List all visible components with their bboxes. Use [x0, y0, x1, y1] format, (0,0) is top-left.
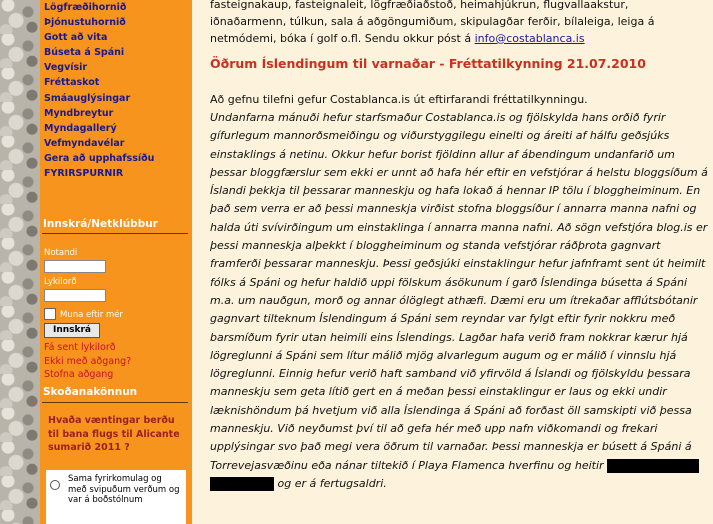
poll-divider: [42, 402, 188, 403]
login-divider: [42, 233, 188, 234]
login-heading: Innskrá/Netklúbbur: [43, 218, 158, 230]
sidebar: [40, 0, 192, 524]
services-line-2: iðnaðarmenn, túlkun, sala á aðgöngumiðum, skipulagðar ferðir, bílaleiga, leiga á: [210, 15, 655, 28]
sidebar-nav: [40, 0, 154, 181]
censored-name-block-2: [210, 477, 274, 491]
services-line-3-text: netmódemi, bóka í golf o.fl. Sendu okkur póst á: [210, 32, 475, 45]
nav-item-myndagallery[interactable]: Myndagallerý: [44, 122, 117, 134]
nav-item-smaauglysingar[interactable]: Smáauglýsingar: [44, 92, 131, 104]
poll-option-1-label: Sama fyrirkomulag og með svipuðum verðum og var á boðstólnum: [68, 474, 180, 505]
main-content: [210, 0, 710, 524]
article-heading: Öðrum Íslendingum til varnaðar - Fréttatilkynning 21.07.2010: [210, 56, 646, 71]
nav-item-logfraedihornid[interactable]: Lögfræðihornið: [44, 2, 127, 13]
nav-item-thjonustuhornid[interactable]: Þjónustuhornið: [44, 17, 126, 29]
remember-me-label: Muna eftir mér: [60, 310, 123, 320]
services-text: [210, 0, 710, 47]
nav-item-gott-ad-vita[interactable]: Gott að vita: [44, 32, 108, 44]
poll-options-box: [46, 470, 186, 524]
remember-me-checkbox[interactable]: [44, 308, 56, 320]
nav-item-vegvisir[interactable]: Vegvísir: [44, 62, 88, 74]
article-body: [210, 109, 710, 493]
services-line-1: fasteignakaup, fasteignaleit, lögfræðiaðstoð, heimahjúkrun, flugvallaakstur,: [210, 0, 629, 11]
email-link[interactable]: info@costablanca.is: [474, 32, 585, 45]
article-body-end: og er á fertugsaldri.: [277, 476, 387, 490]
password-input[interactable]: [44, 289, 106, 302]
stone-border-decoration: [0, 0, 40, 524]
nav-item-frettaskot[interactable]: Fréttaskot: [44, 77, 100, 89]
forgot-password-link[interactable]: Fá sent lykilorð: [44, 342, 116, 353]
poll-heading: Skoðanakönnun: [43, 386, 138, 398]
article-body-text: Undanfarna mánuði hefur starfsmaður Costablanca.is og fjölskylda hans orðið fyrir gífurlegum mannorðsmeiðingu og viðurstyggilegu einelti og áreiti af hálfu geðsjúks einstaklings á netinu. Okkur hefur borist fjöldinn allur af ábendingum undanfarið um þessar bloggfærslur sem ekki er unnt að hafa hér eftir en vefstjórar á helstu bloggsíðum á Íslandi þekkja til þessarar manneskju og hafa lokað á hennar IP tölu í bloggheiminum. En það sem verra er að þessi manneskja virðist stofna bloggsíður í annarra manna nafni og halda úti svívirðingum um einstaklinga í annarra manna nafni. Að sögn vefstjóra blog.is er þessi manneskja alþekkt í bloggheiminum og standa vefstjórar ráðþrota gagnvart framferði þessarar manneskju. Þessi geðsjúki einstaklingur hefur jafnframt sent út heimilt fólks á Spáni og hefur haldið uppi fölskum ásökunum í garð Íslendinga búsetta á Spáni m.a. um nauðgun, morð og annar ólöglegt athæfi. Dæmi eru um ítrekaðar afflútsbótanir gagnvart tilteknum Íslendingum á Spáni sem reyndar var fylgt eftir fyrir nokkru með barsmíðum fyrir utan heimili eins Íslendings. Lagðar hafa verið fram nokkrar kærur hjá lögreglunni á Spáni sem lítur málið mjög alvarlegum augum og er málið í vinnslu hjá lögreglunni. Einnig hefur verið haft samband við yfirvöld á Íslandi og fjölskyldu þessara manneskju sem geta lítið gert en á meðan þessi einstaklingur er laus og ekki undir læknishöndum þá hvetjum við alla Íslendinga á Spáni að forðast öll samskipti við þessa manneskju. Við neyðumst því til að gefa hér með upp nafn viðkomandi og frekari upplýsingar svo það megi vera öðrum til varnaðar. Þessi manneskja er búsett á Spáni á Torrevejasvæðinu eða nánar tiltekið í Playa Flamenca hverfinu og heitir: [210, 111, 708, 472]
nav-item-gera-ad-upphafssidu[interactable]: Gera að upphafssíðu: [44, 152, 155, 164]
nav-item-fyrirspurnir[interactable]: FYRIRSPURNIR: [44, 168, 124, 180]
article-intro: Að gefnu tilefni gefur Costablanca.is út eftirfarandi fréttatilkynningu.: [210, 93, 588, 106]
username-input[interactable]: [44, 260, 106, 273]
login-button[interactable]: Innskrá: [44, 323, 100, 338]
services-line-3: [210, 30, 710, 47]
password-label: Lykilorð: [44, 277, 77, 287]
nav-item-buseta-a-spani[interactable]: Búseta á Spáni: [44, 47, 125, 59]
no-account-link[interactable]: Ekki með aðgang?: [44, 356, 132, 367]
nav-item-vefmyndavelar[interactable]: Vefmyndavélar: [44, 137, 125, 149]
username-label: Notandi: [44, 248, 78, 258]
censored-name-block: [607, 459, 699, 473]
poll-option-1-radio[interactable]: [50, 480, 60, 490]
poll-question: Hvaða væntingar berðu til bana flugs til Alicante sumarið 2011 ?: [48, 415, 180, 453]
nav-item-myndbreytur[interactable]: Myndbreytur: [44, 107, 114, 119]
create-account-link[interactable]: Stofna aðgang: [44, 369, 114, 380]
